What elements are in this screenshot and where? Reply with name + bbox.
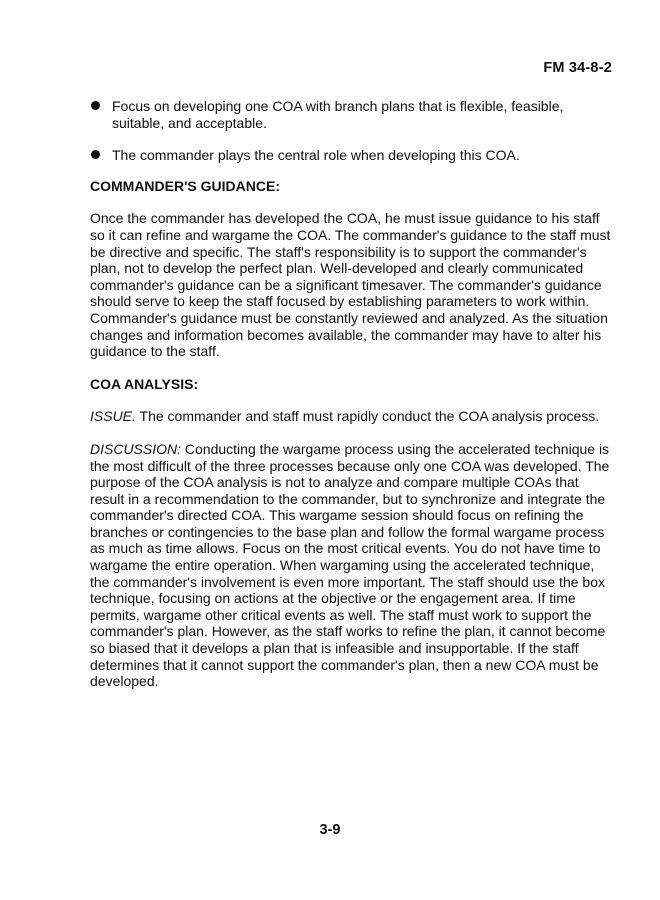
issue-label: ISSUE. bbox=[90, 408, 136, 425]
section-heading-commanders-guidance: COMMANDER'S GUIDANCE: bbox=[90, 177, 280, 194]
bullet-text: The commander plays the central role when developing this COA. bbox=[112, 147, 520, 164]
bullet-list bbox=[90, 98, 612, 164]
issue-paragraph bbox=[90, 408, 612, 425]
bullet-icon bbox=[91, 101, 100, 110]
discussion-label: DISCUSSION: bbox=[90, 440, 182, 457]
page-content bbox=[90, 98, 612, 706]
discussion-text: Conducting the wargame process using the accelerated technique is the most difficult of the three processes because only one COA was developed. The purpose of the COA analysis is not to analyze and compare multiple COAs that result in a recommendation to the commander, but to synchronize and integrate the commander's directed COA. This wargame session should focus on refining the branches or contingencies to the base plan and follow the formal wargame process as much as time allows. Focus on the most critical events. You do not have time to wargame the entire operation. When wargaming using the accelerated technique, the commander's involvement is even more important. The staff should use the box technique, focusing on actions at the objective or the engagement area. If time permits, wargame other critical events as well. The staff must work to support the commander's plan. However, as the staff works to refine the plan, it cannot become so biased that it develops a plan that is infeasible and insupportable. If the staff determines that it cannot support the commander's plan, then a new COA must be developed. bbox=[90, 440, 610, 690]
page-number: 3-9 bbox=[319, 822, 341, 838]
bullet-icon bbox=[91, 150, 100, 159]
bullet-item bbox=[90, 98, 612, 131]
discussion-paragraph bbox=[90, 441, 612, 690]
section-heading-coa-analysis: COA ANALYSIS: bbox=[90, 375, 199, 392]
bullet-item bbox=[90, 147, 612, 164]
guidance-paragraph: Once the commander has developed the COA, he must issue guidance to his staff so it can refine and wargame the COA. The commander's guidance to the staff must be directive and specific. The staff's responsibility is to support the commander's plan, not to develop the perfect plan. Well-developed and clearly communicated commander's guidance can be a significant timesaver. The commander's guidance should serve to keep the staff focused by establishing parameters to work within. Commander's guidance must be constantly reviewed and analyzed. As the situation changes and information becomes available, the commander may have to alter his guidance to the staff. bbox=[90, 210, 611, 360]
issue-text: The commander and staff must rapidly conduct the COA analysis process. bbox=[135, 408, 600, 425]
document-id: FM 34-8-2 bbox=[543, 60, 612, 76]
bullet-text: Focus on developing one COA with branch plans that is flexible, feasible, suitable, and acceptable. bbox=[112, 98, 564, 131]
